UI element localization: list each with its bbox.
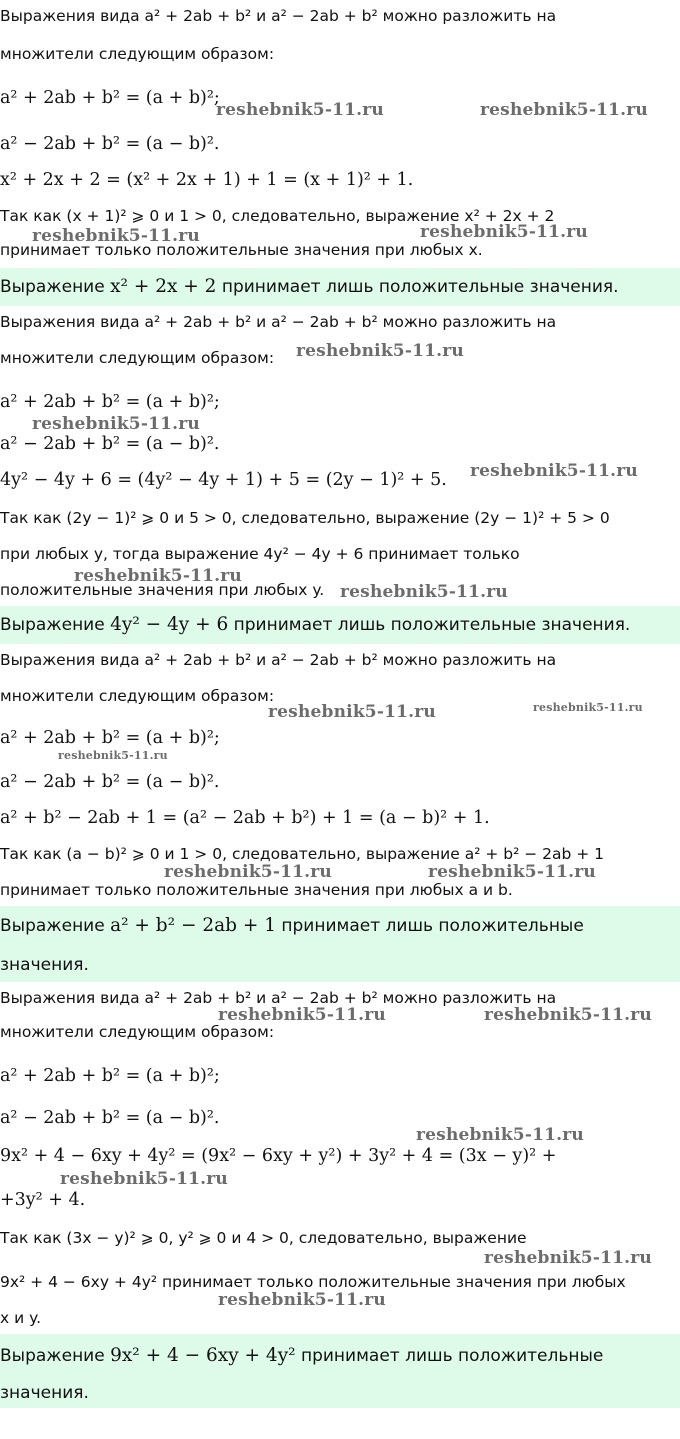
formula-line: a² + 2ab + b² = (a + b)²; xyxy=(0,728,220,748)
formula-line: a² − 2ab + b² = (a − b)². xyxy=(0,434,220,454)
formula-line: a² − 2ab + b² = (a − b)². xyxy=(0,772,220,792)
answer-box xyxy=(0,1334,680,1408)
transformation-line: x² + 2x + 2 = (x² + 2x + 1) + 1 = (x + 1)² + 1. xyxy=(0,170,414,190)
formula-line: a² + 2ab + b² = (a + b)²; xyxy=(0,88,220,108)
watermark-text: reshebnik5-11.ru xyxy=(60,1169,228,1189)
reasoning-text: Так как (a − b)² ⩾ 0 и 1 > 0, следовательно, выражение a² + b² − 2ab + 1 xyxy=(0,845,605,863)
transformation-line: +3y² + 4. xyxy=(0,1190,86,1210)
intro-text: Выражения вида a² + 2ab + b² и a² − 2ab + b² можно разложить на xyxy=(0,313,557,331)
answer-expression: x² + 2x + 2 xyxy=(110,276,217,297)
answer-expression: 4y² − 4y + 6 xyxy=(110,614,229,635)
watermark-text: reshebnik5-11.ru xyxy=(420,222,588,242)
watermark-text: reshebnik5-11.ru xyxy=(533,701,643,714)
intro-text: множители следующим образом: xyxy=(0,45,275,63)
reasoning-text: Так как (x + 1)² ⩾ 0 и 1 > 0, следовательно, выражение x² + 2x + 2 xyxy=(0,207,555,225)
watermark-text: reshebnik5-11.ru xyxy=(58,749,168,762)
watermark-text: reshebnik5-11.ru xyxy=(416,1125,584,1145)
answer-text: Выражение 4y² − 4y + 6 принимает лишь положительные значения. xyxy=(0,614,631,635)
watermark-text: reshebnik5-11.ru xyxy=(218,1005,386,1025)
answer-text: значения. xyxy=(0,1383,89,1403)
watermark-text: reshebnik5-11.ru xyxy=(32,414,200,434)
reasoning-text: Так как (3x − y)² ⩾ 0, y² ⩾ 0 и 4 > 0, следовательно, выражение xyxy=(0,1229,527,1247)
intro-text: Выражения вида a² + 2ab + b² и a² − 2ab + b² можно разложить на xyxy=(0,7,557,25)
answer-box xyxy=(0,268,680,306)
reasoning-text: принимает только положительные значения при любых x. xyxy=(0,241,483,259)
watermark-text: reshebnik5-11.ru xyxy=(470,461,638,481)
watermark-text: reshebnik5-11.ru xyxy=(74,566,242,586)
watermark-text: reshebnik5-11.ru xyxy=(340,582,508,602)
intro-text: множители следующим образом: xyxy=(0,349,275,367)
reasoning-text: принимает только положительные значения при любых a и b. xyxy=(0,881,513,899)
formula-line: a² + 2ab + b² = (a + b)²; xyxy=(0,392,220,412)
answer-expression: a² + b² − 2ab + 1 xyxy=(110,915,276,936)
reasoning-text: положительные значения при любых y. xyxy=(0,581,325,599)
watermark-text: reshebnik5-11.ru xyxy=(268,702,436,722)
formula-line: a² + 2ab + b² = (a + b)²; xyxy=(0,1066,220,1086)
watermark-text: reshebnik5-11.ru xyxy=(484,1005,652,1025)
answer-expression: 9x² + 4 − 6xy + 4y² xyxy=(110,1345,296,1366)
watermark-text: reshebnik5-11.ru xyxy=(218,1290,386,1310)
answer-text: Выражение a² + b² − 2ab + 1 принимает лишь положительные xyxy=(0,915,584,936)
answer-text: значения. xyxy=(0,955,89,975)
watermark-text: reshebnik5-11.ru xyxy=(428,862,596,882)
watermark-text: reshebnik5-11.ru xyxy=(296,341,464,361)
watermark-text: reshebnik5-11.ru xyxy=(164,862,332,882)
reasoning-text: x и y. xyxy=(0,1309,41,1327)
watermark-text: reshebnik5-11.ru xyxy=(32,226,200,246)
transformation-line: a² + b² − 2ab + 1 = (a² − 2ab + b²) + 1 = (a − b)² + 1. xyxy=(0,808,490,828)
answer-text: Выражение 9x² + 4 − 6xy + 4y² принимает лишь положительные xyxy=(0,1345,604,1366)
watermark-text: reshebnik5-11.ru xyxy=(216,100,384,120)
watermark-text: reshebnik5-11.ru xyxy=(480,100,648,120)
answer-box xyxy=(0,606,680,644)
formula-line: a² − 2ab + b² = (a − b)². xyxy=(0,134,220,154)
formula-line: a² − 2ab + b² = (a − b)². xyxy=(0,1108,220,1128)
answer-box xyxy=(0,906,680,982)
transformation-line: 9x² + 4 − 6xy + 4y² = (9x² − 6xy + y²) + 3y² + 4 = (3x − y)² + xyxy=(0,1146,557,1166)
watermark-text: reshebnik5-11.ru xyxy=(484,1248,652,1268)
reasoning-text: Так как (2y − 1)² ⩾ 0 и 5 > 0, следовательно, выражение (2y − 1)² + 5 > 0 xyxy=(0,509,610,527)
intro-text: Выражения вида a² + 2ab + b² и a² − 2ab + b² можно разложить на xyxy=(0,989,557,1007)
answer-text: Выражение x² + 2x + 2 принимает лишь положительные значения. xyxy=(0,276,619,297)
reasoning-text: 9x² + 4 − 6xy + 4y² принимает только положительные значения при любых xyxy=(0,1273,626,1291)
reasoning-text: при любых y, тогда выражение 4y² − 4y + 6 принимает только xyxy=(0,545,520,563)
intro-text: множители следующим образом: xyxy=(0,1023,275,1041)
intro-text: Выражения вида a² + 2ab + b² и a² − 2ab + b² можно разложить на xyxy=(0,651,557,669)
transformation-line: 4y² − 4y + 6 = (4y² − 4y + 1) + 5 = (2y − 1)² + 5. xyxy=(0,470,447,490)
intro-text: множители следующим образом: xyxy=(0,687,275,705)
